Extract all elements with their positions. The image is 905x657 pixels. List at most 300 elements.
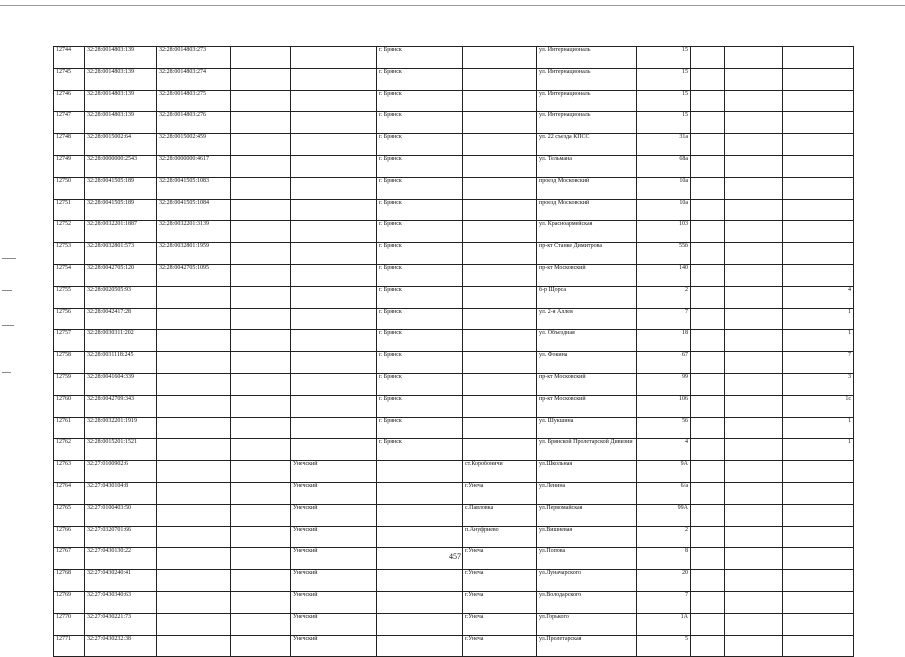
table-row [54, 439, 854, 461]
cell-kad1: 32:28:0042417:28 [85, 308, 157, 330]
cell-city: г. Брянск [377, 155, 463, 177]
cell-n: 12765 [54, 504, 85, 526]
cell-kad1: 32:27:0100902:6 [85, 461, 157, 483]
table-row [54, 591, 854, 613]
empty-cell [691, 373, 725, 395]
cell-city: г. Брянск [377, 112, 463, 134]
cell-house: 99 [637, 373, 691, 395]
empty-cell [725, 221, 783, 243]
cell-np: г.Унеча [463, 570, 537, 592]
cell-house: 9А [637, 461, 691, 483]
cell-house: 7 [637, 308, 691, 330]
cell-n: 12757 [54, 330, 85, 352]
cell-last [783, 112, 854, 134]
cell-house: 10а [637, 199, 691, 221]
cell-kad1: 32:28:0041505:189 [85, 199, 157, 221]
cell-house: 68а [637, 155, 691, 177]
cell-last [783, 570, 854, 592]
empty-cell [691, 504, 725, 526]
cell-n: 12744 [54, 47, 85, 69]
cell-kad2 [157, 482, 231, 504]
empty-cell [725, 264, 783, 286]
cell-kad2 [157, 373, 231, 395]
cell-kad1: 32:28:0000000:2543 [85, 155, 157, 177]
cell-house: 67 [637, 352, 691, 374]
empty-cell [691, 330, 725, 352]
cell-house: 15 [637, 47, 691, 69]
cell-n: 12756 [54, 308, 85, 330]
cell-kad2 [157, 591, 231, 613]
cell-kad2 [157, 330, 231, 352]
cell-rayon: Унечский [291, 591, 377, 613]
table-row [54, 461, 854, 483]
cell-np [463, 177, 537, 199]
cell-np [463, 68, 537, 90]
cell-street: ул. Фокина [537, 352, 637, 374]
cell-city: г. Брянск [377, 330, 463, 352]
table-row [54, 526, 854, 548]
empty-cell [725, 635, 783, 657]
empty-cell [691, 570, 725, 592]
cell-city: г. Брянск [377, 177, 463, 199]
cell-rayon [291, 155, 377, 177]
cell-kad1: 32:28:0014803:139 [85, 90, 157, 112]
empty-cell [231, 461, 291, 483]
cell-city: г. Брянск [377, 308, 463, 330]
empty-cell [231, 199, 291, 221]
cell-n: 12760 [54, 395, 85, 417]
empty-cell [231, 504, 291, 526]
empty-cell [231, 395, 291, 417]
empty-cell [725, 504, 783, 526]
cell-city: г. Брянск [377, 286, 463, 308]
cell-last [783, 264, 854, 286]
cell-city: г. Брянск [377, 417, 463, 439]
cell-house: 15 [637, 90, 691, 112]
cell-street: ул. Брянской Пролетарской Дивизии [537, 439, 637, 461]
cell-street: ул.Вишневая [537, 526, 637, 548]
scan-mark [2, 290, 12, 291]
cell-city [377, 526, 463, 548]
cell-kad1: 32:28:0042705:120 [85, 264, 157, 286]
cell-kad1: 32:28:0020505:93 [85, 286, 157, 308]
cell-street: ул.Попова [537, 548, 637, 570]
cell-street: ул. 22 съезда КПСС [537, 134, 637, 156]
cell-rayon [291, 47, 377, 69]
cell-kad1: 32:28:0042709:343 [85, 395, 157, 417]
scan-mark [2, 372, 11, 373]
cell-street: пр-кт Московский [537, 264, 637, 286]
table-row [54, 90, 854, 112]
scan-mark [2, 258, 16, 259]
cell-rayon: Унечский [291, 461, 377, 483]
cell-house: 2 [637, 286, 691, 308]
cell-street: ул.Пролетарская [537, 635, 637, 657]
cell-house: 106 [637, 395, 691, 417]
cell-city: г. Брянск [377, 221, 463, 243]
cell-kad1: 32:28:0032801:573 [85, 243, 157, 265]
table-row [54, 395, 854, 417]
empty-cell [231, 417, 291, 439]
cell-rayon [291, 439, 377, 461]
cell-kad2: 32:28:0014803:273 [157, 47, 231, 69]
cell-np: п.Ануфриево [463, 526, 537, 548]
cell-last [783, 635, 854, 657]
cell-rayon [291, 286, 377, 308]
table-row [54, 613, 854, 635]
empty-cell [691, 635, 725, 657]
cell-n: 12762 [54, 439, 85, 461]
cell-house: 7 [637, 591, 691, 613]
empty-cell [691, 90, 725, 112]
empty-cell [725, 330, 783, 352]
table-row [54, 570, 854, 592]
cell-n: 12768 [54, 570, 85, 592]
empty-cell [231, 373, 291, 395]
cell-kad2: 32:28:0014803:275 [157, 90, 231, 112]
cell-street: ул.Первомайская [537, 504, 637, 526]
empty-cell [691, 417, 725, 439]
cell-n: 12755 [54, 286, 85, 308]
cell-city: г. Брянск [377, 90, 463, 112]
empty-cell [691, 264, 725, 286]
cell-last: 3 [783, 373, 854, 395]
cell-np [463, 155, 537, 177]
empty-cell [725, 395, 783, 417]
cell-n: 12771 [54, 635, 85, 657]
cell-last [783, 134, 854, 156]
table-row [54, 482, 854, 504]
cell-n: 12766 [54, 526, 85, 548]
cell-kad2: 32:28:0015002:459 [157, 134, 231, 156]
cell-house: 6/а [637, 482, 691, 504]
cell-house: 55б [637, 243, 691, 265]
cell-city: г. Брянск [377, 68, 463, 90]
table-row [54, 177, 854, 199]
cell-street: пр-кт Московский [537, 395, 637, 417]
cell-last [783, 90, 854, 112]
cell-house: 56 [637, 417, 691, 439]
cell-city [377, 482, 463, 504]
empty-cell [231, 526, 291, 548]
cell-kad1: 32:27:0430340:63 [85, 591, 157, 613]
cell-kad1: 32:28:0030311:202 [85, 330, 157, 352]
cell-kad1: 32:28:0015002:64 [85, 134, 157, 156]
cell-kad1: 32:27:0430232:38 [85, 635, 157, 657]
cell-last: 1с [783, 395, 854, 417]
empty-cell [691, 177, 725, 199]
cell-np: г.Унеча [463, 613, 537, 635]
empty-cell [725, 243, 783, 265]
empty-cell [725, 482, 783, 504]
cell-kad2: 32:28:0014803:274 [157, 68, 231, 90]
cell-np [463, 417, 537, 439]
cell-rayon: Унечский [291, 504, 377, 526]
cell-street: ул. Тельмана [537, 155, 637, 177]
cell-rayon [291, 134, 377, 156]
empty-cell [725, 47, 783, 69]
cell-street: ул. Интернациональ [537, 68, 637, 90]
cell-last: 1 [783, 308, 854, 330]
cell-n: 12754 [54, 264, 85, 286]
cell-kad2 [157, 613, 231, 635]
empty-cell [691, 112, 725, 134]
cell-kad1: 32:28:0032201:1919 [85, 417, 157, 439]
cell-house: 140 [637, 264, 691, 286]
cell-rayon: Унечский [291, 482, 377, 504]
cell-last [783, 482, 854, 504]
cell-rayon: Унечский [291, 570, 377, 592]
empty-cell [231, 177, 291, 199]
table-row [54, 264, 854, 286]
cell-rayon: Унечский [291, 635, 377, 657]
table-row [54, 112, 854, 134]
empty-cell [231, 155, 291, 177]
page-number: 457 [449, 552, 461, 561]
cell-kad2: 32:28:0042705:1095 [157, 264, 231, 286]
empty-cell [691, 68, 725, 90]
cell-last [783, 461, 854, 483]
cell-last [783, 68, 854, 90]
cell-city: г. Брянск [377, 439, 463, 461]
cell-n: 12746 [54, 90, 85, 112]
registry-table [53, 46, 854, 657]
empty-cell [691, 352, 725, 374]
cell-last [783, 548, 854, 570]
cell-house: 1А [637, 613, 691, 635]
cell-city: г. Брянск [377, 47, 463, 69]
cell-rayon [291, 264, 377, 286]
table-row [54, 47, 854, 69]
cell-n: 12767 [54, 548, 85, 570]
empty-cell [231, 635, 291, 657]
empty-cell [231, 482, 291, 504]
cell-n: 12769 [54, 591, 85, 613]
table-row [54, 373, 854, 395]
empty-cell [691, 548, 725, 570]
cell-street: ул. Интернациональ [537, 47, 637, 69]
empty-cell [691, 221, 725, 243]
cell-street: пр-кт Станке Димитрова [537, 243, 637, 265]
cell-kad1: 32:28:0014803:139 [85, 47, 157, 69]
empty-cell [725, 373, 783, 395]
table-row [54, 68, 854, 90]
empty-cell [725, 90, 783, 112]
cell-kad2: 32:28:0041505:1084 [157, 199, 231, 221]
cell-np [463, 90, 537, 112]
cell-last: 7 [783, 352, 854, 374]
empty-cell [691, 155, 725, 177]
table-row [54, 243, 854, 265]
cell-city [377, 461, 463, 483]
empty-cell [231, 243, 291, 265]
cell-n: 12753 [54, 243, 85, 265]
table-row [54, 134, 854, 156]
cell-n: 12763 [54, 461, 85, 483]
cell-city [377, 613, 463, 635]
empty-cell [231, 591, 291, 613]
empty-cell [691, 439, 725, 461]
cell-np [463, 221, 537, 243]
cell-city [377, 591, 463, 613]
empty-cell [691, 243, 725, 265]
cell-n: 12761 [54, 417, 85, 439]
cell-street: ул. 2-я Аллея [537, 308, 637, 330]
cell-last [783, 591, 854, 613]
cell-last [783, 613, 854, 635]
cell-n: 12770 [54, 613, 85, 635]
cell-street: ул.Горького [537, 613, 637, 635]
empty-cell [231, 613, 291, 635]
cell-np [463, 330, 537, 352]
cell-kad2 [157, 395, 231, 417]
cell-kad2: 32:28:0014803:276 [157, 112, 231, 134]
cell-kad2 [157, 526, 231, 548]
cell-n: 12748 [54, 134, 85, 156]
cell-street: проезд Московский [537, 199, 637, 221]
empty-cell [725, 352, 783, 374]
cell-kad1: 32:27:0100403:50 [85, 504, 157, 526]
cell-street: ул. Интернациональ [537, 112, 637, 134]
cell-kad2 [157, 570, 231, 592]
table-row [54, 221, 854, 243]
cell-house: 31а [637, 134, 691, 156]
empty-cell [231, 330, 291, 352]
empty-cell [725, 526, 783, 548]
empty-cell [231, 68, 291, 90]
cell-n: 12745 [54, 68, 85, 90]
empty-cell [725, 286, 783, 308]
table-row [54, 155, 854, 177]
empty-cell [691, 526, 725, 548]
cell-kad2 [157, 286, 231, 308]
empty-cell [231, 47, 291, 69]
cell-kad2 [157, 417, 231, 439]
cell-kad1: 32:28:0041505:189 [85, 177, 157, 199]
empty-cell [691, 134, 725, 156]
cell-np: г.Унеча [463, 635, 537, 657]
cell-rayon [291, 243, 377, 265]
empty-cell [725, 68, 783, 90]
cell-np [463, 264, 537, 286]
cell-city [377, 504, 463, 526]
cell-house: 103 [637, 221, 691, 243]
cell-np [463, 286, 537, 308]
cell-rayon [291, 221, 377, 243]
empty-cell [725, 417, 783, 439]
cell-street: проезд Московский [537, 177, 637, 199]
cell-house: 2 [637, 526, 691, 548]
cell-kad2: 32:28:0000000:4617 [157, 155, 231, 177]
cell-n: 12751 [54, 199, 85, 221]
empty-cell [231, 112, 291, 134]
empty-cell [725, 155, 783, 177]
cell-kad1: 32:28:0031118:245 [85, 352, 157, 374]
cell-rayon [291, 68, 377, 90]
cell-city [377, 570, 463, 592]
empty-cell [725, 199, 783, 221]
cell-kad2: 32:28:0041505:1083 [157, 177, 231, 199]
cell-rayon [291, 417, 377, 439]
cell-kad1: 32:27:0430221:73 [85, 613, 157, 635]
cell-np: ст.Коробоничи [463, 461, 537, 483]
empty-cell [231, 134, 291, 156]
cell-last: 1 [783, 330, 854, 352]
cell-last [783, 526, 854, 548]
table-row [54, 308, 854, 330]
cell-np [463, 243, 537, 265]
scan-mark [2, 325, 14, 326]
empty-cell [725, 591, 783, 613]
cell-street: ул. Красноармейская [537, 221, 637, 243]
empty-cell [725, 570, 783, 592]
cell-rayon [291, 395, 377, 417]
cell-rayon: Унечский [291, 613, 377, 635]
empty-cell [725, 461, 783, 483]
cell-street: пр-кт Московский [537, 373, 637, 395]
empty-cell [231, 286, 291, 308]
cell-kad2 [157, 352, 231, 374]
empty-cell [231, 548, 291, 570]
cell-np [463, 112, 537, 134]
empty-cell [725, 548, 783, 570]
cell-np: г.Унеча [463, 591, 537, 613]
cell-rayon [291, 308, 377, 330]
cell-kad2: 32:28:0032201:3139 [157, 221, 231, 243]
cell-city: г. Брянск [377, 352, 463, 374]
cell-n: 12749 [54, 155, 85, 177]
cell-street: ул. Интернациональ [537, 90, 637, 112]
cell-house: 99А [637, 504, 691, 526]
cell-kad1: 32:28:0032201:1887 [85, 221, 157, 243]
cell-rayon [291, 373, 377, 395]
cell-last [783, 199, 854, 221]
table-row [54, 417, 854, 439]
cell-house: 15 [637, 68, 691, 90]
cell-rayon [291, 112, 377, 134]
cell-last [783, 177, 854, 199]
table-row [54, 352, 854, 374]
cell-house: 18 [637, 330, 691, 352]
cell-house: 5 [637, 635, 691, 657]
cell-house: 15 [637, 112, 691, 134]
cell-city: г. Брянск [377, 373, 463, 395]
cell-n: 12750 [54, 177, 85, 199]
cell-kad2 [157, 461, 231, 483]
cell-kad1: 32:28:0014803:139 [85, 68, 157, 90]
cell-house: 4 [637, 439, 691, 461]
cell-street: ул. Шукшина [537, 417, 637, 439]
cell-kad1: 32:28:0041604:339 [85, 373, 157, 395]
cell-last [783, 47, 854, 69]
empty-cell [725, 439, 783, 461]
cell-n: 12752 [54, 221, 85, 243]
cell-street: ул.Володарского [537, 591, 637, 613]
cell-np [463, 395, 537, 417]
empty-cell [691, 482, 725, 504]
empty-cell [231, 221, 291, 243]
empty-cell [691, 591, 725, 613]
empty-cell [725, 308, 783, 330]
cell-np: г.Унеча [463, 482, 537, 504]
cell-rayon [291, 352, 377, 374]
empty-cell [691, 308, 725, 330]
cell-np [463, 373, 537, 395]
cell-kad1: 32:27:0430130:22 [85, 548, 157, 570]
cell-city: г. Брянск [377, 264, 463, 286]
cell-rayon: Унечский [291, 548, 377, 570]
cell-street: ул.Луначарского [537, 570, 637, 592]
